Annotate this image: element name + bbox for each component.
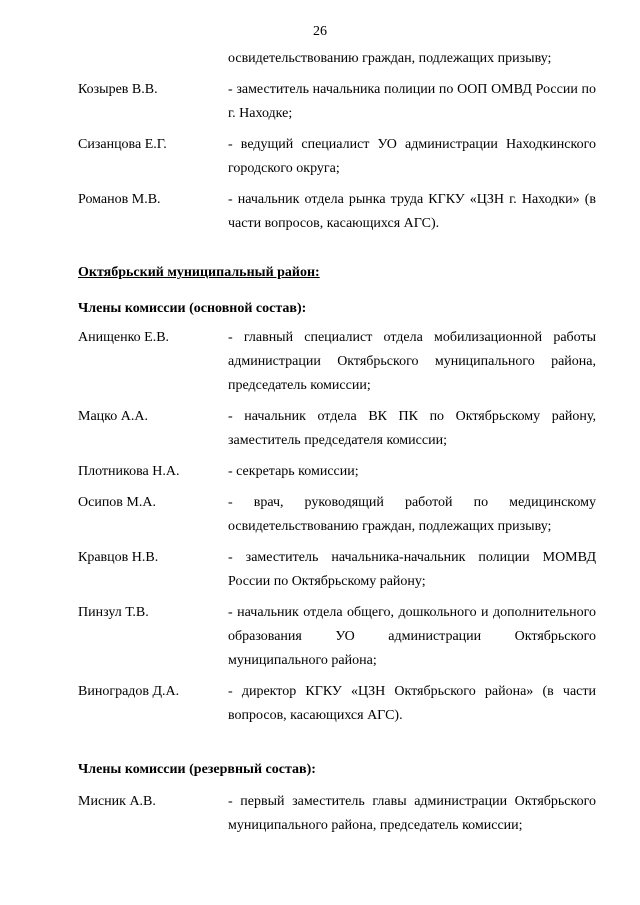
member-name: Виноградов Д.А.	[78, 684, 180, 699]
member-role: - директор КГКУ «ЦЗН Октябрьского района» (в части вопросов, касающихся АГС).	[228, 684, 596, 723]
member-role: - ведущий специалист УО администрации Находкинского городского округа;	[228, 137, 596, 176]
main-members-title: Члены комиссии (основной состав):	[78, 301, 307, 316]
member-row	[78, 491, 596, 539]
member-row	[78, 405, 596, 453]
member-name: Анищенко Е.В.	[78, 330, 170, 345]
member-name: Осипов М.А.	[78, 495, 156, 510]
member-row	[78, 680, 596, 728]
member-name: Пинзул Т.В.	[78, 605, 149, 620]
member-row	[78, 601, 596, 673]
member-name: Мисник А.В.	[78, 794, 156, 809]
member-row	[78, 326, 596, 398]
member-name: Романов М.В.	[78, 192, 161, 207]
member-row	[78, 188, 596, 236]
member-row	[78, 460, 596, 484]
member-role: - начальник отдела общего, дошкольного и дополнительного образования УО администрации Октябрьского муниципального района;	[228, 605, 596, 668]
member-role: - заместитель начальника полиции по ООП ОМВД России по г. Находке;	[228, 82, 596, 121]
member-role: - первый заместитель главы администрации Октябрьского муниципального района, председатель комиссии;	[228, 794, 596, 833]
document-body	[78, 47, 596, 845]
member-name: Плотникова Н.А.	[78, 464, 180, 479]
continuation-text: освидетельствованию граждан, подлежащих призыву;	[228, 51, 552, 66]
member-row	[78, 546, 596, 594]
member-name: Козырев В.В.	[78, 82, 158, 97]
member-role: - главный специалист отдела мобилизационной работы администрации Октябрьского муниципального района, председатель комиссии;	[228, 330, 596, 393]
page-number: 26	[313, 24, 327, 39]
reserve-members-title: Члены комиссии (резервный состав):	[78, 762, 316, 777]
member-row	[78, 78, 596, 126]
member-role: - начальник отдела ВК ПК по Октябрьскому району, заместитель председателя комиссии;	[228, 409, 596, 448]
section-title: Октябрьский муниципальный район:	[78, 265, 320, 280]
member-name: Мацко А.А.	[78, 409, 148, 424]
member-role: - секретарь комиссии;	[228, 464, 359, 479]
member-role: - врач, руководящий работой по медицинскому освидетельствованию граждан, подлежащих призыву;	[228, 495, 596, 534]
member-role: - начальник отдела рынка труда КГКУ «ЦЗН г. Находки» (в части вопросов, касающихся АГС).	[228, 192, 596, 231]
member-row	[78, 790, 596, 838]
member-row	[78, 133, 596, 181]
member-role: - заместитель начальника-начальник полиции МОМВД России по Октябрьскому району;	[228, 550, 596, 589]
member-name: Кравцов Н.В.	[78, 550, 159, 565]
member-name: Сизанцова Е.Г.	[78, 137, 167, 152]
